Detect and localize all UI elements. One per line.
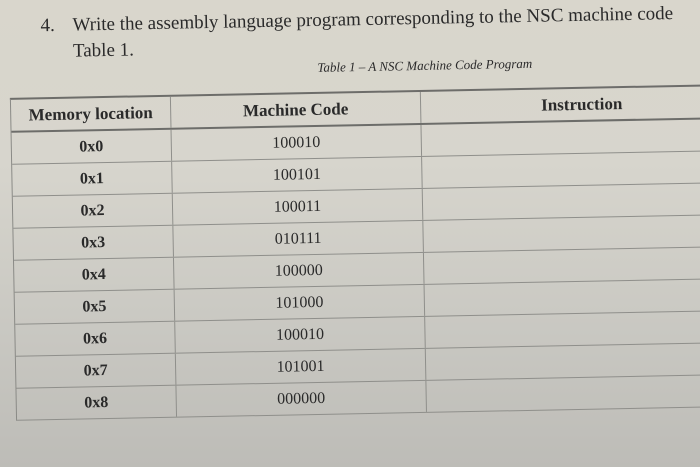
- machine-code-cell: 101000: [175, 285, 426, 321]
- machine-code-cell: 100010: [172, 125, 423, 161]
- memory-location-cell: 0x5: [15, 290, 176, 324]
- machine-code-cell: 000000: [176, 381, 427, 417]
- memory-location-cell: 0x3: [13, 226, 174, 260]
- instruction-cell[interactable]: [426, 375, 700, 412]
- question-line-2: Table 1.: [72, 39, 135, 62]
- instruction-cell[interactable]: [421, 119, 700, 156]
- question-line-1-text: Write the assembly language program corresponding to the NSC machine code: [72, 3, 674, 36]
- question-number: 4.: [40, 14, 55, 37]
- instruction-cell[interactable]: [425, 311, 700, 348]
- question-text: [40, 0, 700, 65]
- memory-location-cell: 0x6: [15, 322, 176, 356]
- instruction-cell[interactable]: [425, 279, 700, 316]
- header-instruction: Instruction: [540, 93, 623, 115]
- machine-code-table: [10, 84, 700, 421]
- instruction-cell[interactable]: [423, 215, 700, 252]
- machine-code-cell: 101001: [176, 349, 427, 385]
- memory-location-cell: 0x2: [13, 194, 174, 228]
- machine-code-cell: 100010: [175, 317, 426, 353]
- memory-location-cell: 0x1: [12, 162, 173, 196]
- memory-location-cell: 0x8: [16, 386, 177, 420]
- machine-code-cell: 100000: [174, 253, 425, 289]
- table-caption: Table 1 – A NSC Machine Code Program: [317, 55, 533, 75]
- memory-location-cell: 0x7: [16, 354, 177, 388]
- machine-code-cell: 010111: [173, 221, 424, 257]
- instruction-cell[interactable]: [423, 183, 700, 220]
- memory-location-cell: 0x4: [14, 258, 175, 292]
- instruction-cell[interactable]: [422, 151, 700, 188]
- instruction-cell[interactable]: [424, 247, 700, 284]
- instruction-cell[interactable]: [426, 343, 700, 380]
- machine-code-cell: 100011: [173, 189, 424, 225]
- machine-code-cell: 100101: [172, 157, 423, 193]
- memory-location-cell: 0x0: [12, 130, 173, 164]
- header-memory-location: Memory location: [11, 97, 172, 131]
- header-machine-code: Machine Code: [171, 92, 422, 128]
